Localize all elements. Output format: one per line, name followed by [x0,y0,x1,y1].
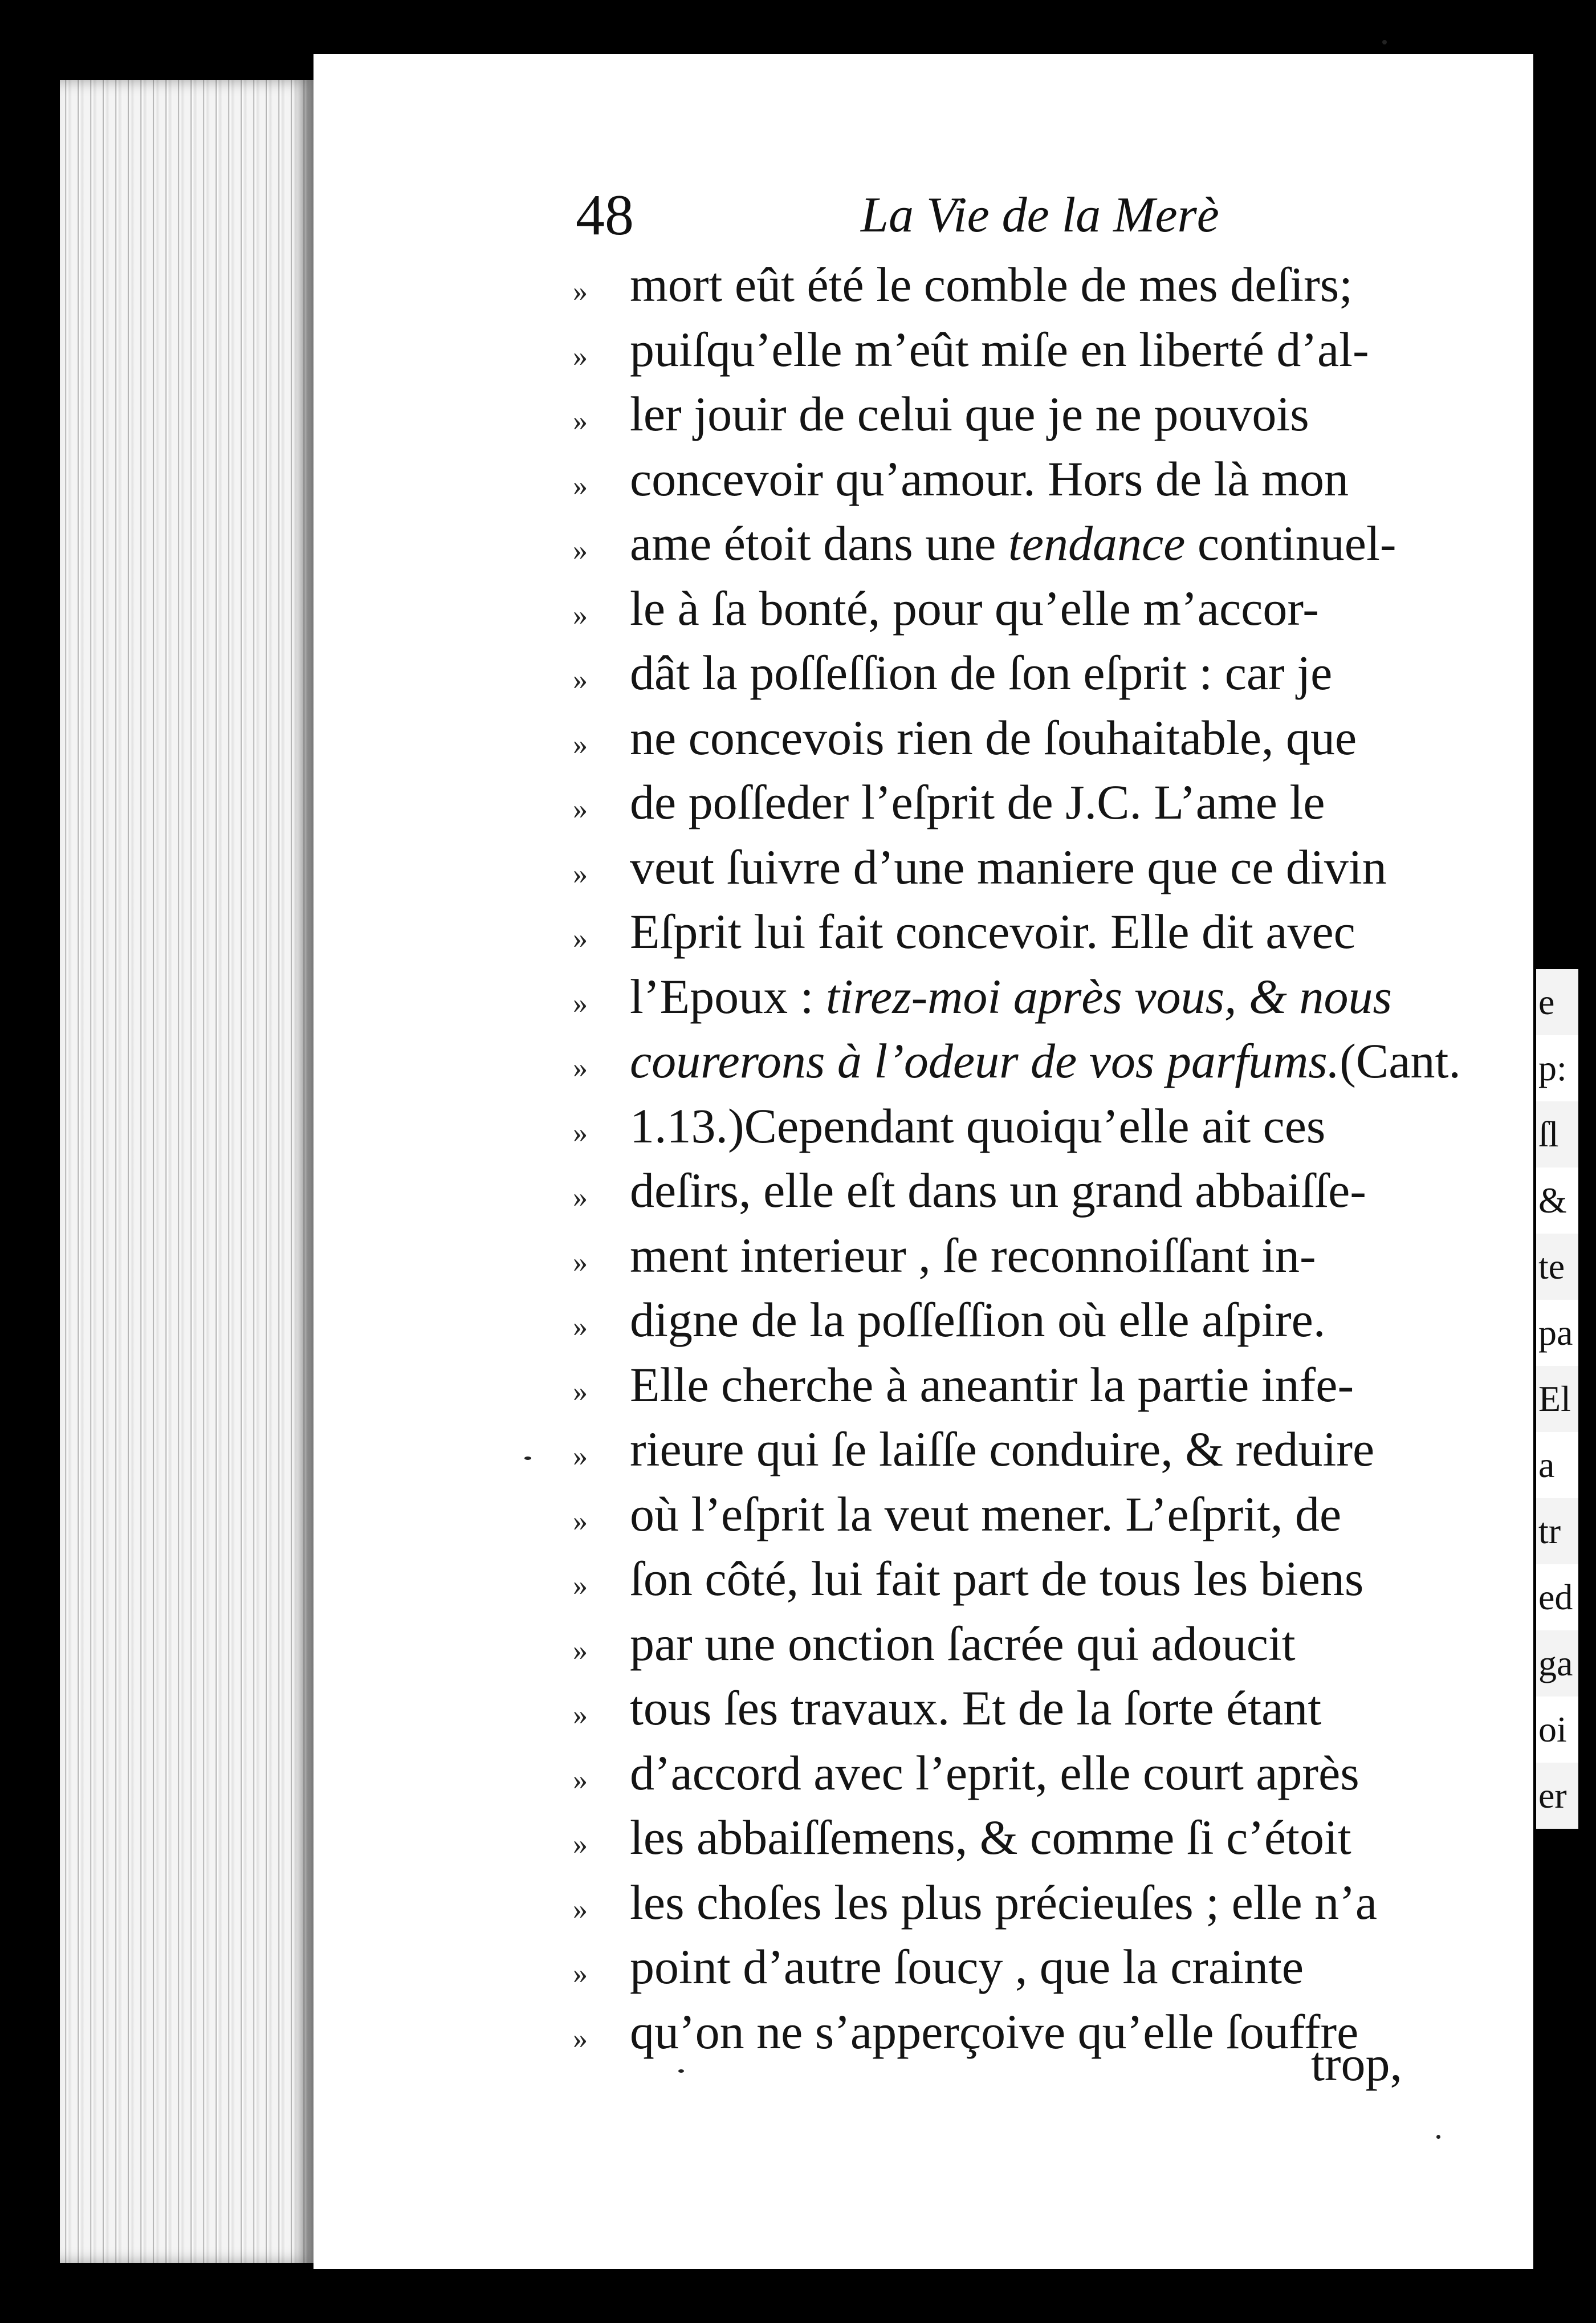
quotation-marker: » [573,1116,588,1149]
line-text [630,447,1530,512]
quotation-marker: » [573,1958,588,1990]
quotation-marker: » [573,1893,588,1926]
line-text [630,706,1530,771]
text-run: de poſſeder l’eſprit de J.C. L’ame le [630,775,1325,829]
text-line [573,1223,1530,1288]
line-text [630,1482,1530,1547]
book-page-edges [60,80,316,2263]
text-run: veut ſuivre d’une maniere que ce divin [630,839,1387,894]
facing-page-fragment: tr [1536,1498,1578,1564]
scan-speck [1382,40,1387,44]
scan-speck [524,1457,531,1460]
text-run: d’accord avec l’eprit, elle court après [630,1745,1359,1800]
text-run: continuel- [1185,516,1396,571]
line-text [630,641,1530,706]
quotation-marker: » [573,857,588,890]
text-line [573,641,1530,706]
text-run: (Cant. [1339,1034,1461,1088]
text-run: Eſprit lui fait concevoir. Elle dit avec [630,904,1355,959]
text-run: ame étoit dans une [630,516,1008,571]
line-text [630,835,1530,900]
quotation-marker: » [573,2022,588,2055]
text-run: Elle cherche à aneantir la partie infe- [630,1357,1354,1412]
text-line [573,382,1530,447]
text-line [573,770,1530,835]
line-text [630,511,1530,576]
running-title: La Vie de la Merè [861,188,1219,243]
text-line [573,1288,1530,1353]
text-line [573,706,1530,771]
text-line [573,1870,1530,1935]
quotation-marker: » [573,922,588,955]
facing-page-fragment: ſl [1536,1101,1578,1167]
quotation-marker: » [573,599,588,632]
line-text [630,1223,1530,1288]
text-run: point d’autre ſoucy , que la crainte [630,1939,1304,1994]
text-line [573,318,1530,383]
text-run: par une onction ſacrée qui adoucit [630,1616,1296,1671]
text-line [573,1741,1530,1806]
line-text [630,1805,1530,1870]
line-text [630,1676,1530,1741]
text-run: ſon côté, lui fait part de tous les biens [630,1551,1364,1606]
quotation-marker: » [573,340,588,373]
scan-speck [1436,2135,1440,2139]
line-text [630,382,1530,447]
text-line [573,511,1530,576]
facing-page-fragment: p: [1536,1035,1578,1101]
line-text [630,576,1530,641]
quotation-marker: » [573,534,588,567]
quotation-marker: » [573,1699,588,1731]
quotation-marker: » [573,728,588,761]
line-text [630,1935,1530,2000]
text-line [573,1547,1530,1612]
text-run: concevoir qu’amour. Hors de là mon [630,451,1349,506]
line-text [630,1547,1530,1612]
italic-text: courerons à l’odeur de vos parfums. [630,1034,1340,1088]
text-run: les choſes les plus précieuſes ; elle n’a [630,1874,1378,1930]
facing-page-fragment: oi [1536,1697,1578,1763]
catchword: trop, [1311,2036,1403,2091]
italic-text: tirez-moi après vous, & nous [825,969,1392,1024]
line-text [630,1417,1530,1482]
quotation-marker: » [573,1181,588,1214]
text-line [573,835,1530,900]
text-run: ler jouir de celui que je ne pouvois [630,387,1309,441]
text-line [573,1094,1530,1159]
line-text [630,1353,1530,1418]
line-text [630,1741,1530,1806]
quotation-marker: » [573,1504,588,1537]
text-line [573,1676,1530,1741]
text-run: deſirs, elle eſt dans un grand abbaiſſe- [630,1163,1366,1218]
quotation-marker: » [573,664,588,696]
text-line [573,576,1530,641]
page-number: 48 [576,183,634,247]
line-text [630,965,1530,1030]
line-text [630,770,1530,835]
binding-gutter [294,80,316,2263]
text-line [573,1612,1530,1677]
text-line [573,1805,1530,1870]
quotation-marker: » [573,1440,588,1472]
quotation-marker: » [573,1052,588,1084]
text-line [573,1935,1530,2000]
italic-text: tendance [1008,516,1186,571]
text-run: où l’eſprit la veut mener. L’eſprit, de [630,1486,1342,1541]
text-run: rieure qui ſe laiſſe conduire, & reduire [630,1422,1375,1476]
quotation-marker: » [573,1246,588,1279]
text-line [573,253,1530,318]
line-text [630,318,1530,383]
facing-page-fragment: a [1536,1432,1578,1498]
text-run: dât la poſſeſſion de ſon eſprit : car je [630,645,1333,700]
text-run: 1.13.)Cependant quoiqu’elle ait ces [630,1098,1326,1153]
body-text [573,253,1530,2064]
facing-page-strip [1536,969,1587,1881]
facing-page-fragment: er [1536,1763,1578,1829]
text-line [573,965,1530,1030]
facing-page-fragment: El [1536,1366,1578,1432]
facing-page-fragment: ed [1536,1564,1578,1630]
text-run: ne concevois rien de ſouhaitable, que [630,710,1357,765]
quotation-marker: » [573,1828,588,1861]
quotation-marker: » [573,987,588,1020]
text-line [573,1029,1530,1094]
line-text [630,1094,1530,1159]
facing-page-fragment: & [1536,1167,1578,1234]
text-run: mort eût été le comble de mes deſirs; [630,257,1353,312]
text-line [573,1353,1530,1418]
text-run: puiſqu’elle m’eût miſe en liberté d’al- [630,322,1369,377]
line-text [630,1870,1530,1935]
quotation-marker: » [573,1634,588,1667]
text-run: le à ſa bonté, pour qu’elle m’accor- [630,580,1319,636]
facing-page-fragment: pa [1536,1300,1578,1366]
quotation-marker: » [573,1375,588,1408]
text-line [573,1158,1530,1223]
facing-page-fragment: te [1536,1234,1578,1300]
line-text [630,253,1530,318]
text-run: tous ſes travaux. Et de la ſorte étant [630,1681,1322,1735]
text-run: ment interieur , ſe reconnoiſſant in- [630,1227,1316,1283]
quotation-marker: » [573,1569,588,1602]
line-text [630,1158,1530,1223]
text-line [573,900,1530,965]
quotation-marker: » [573,1311,588,1343]
text-line [573,1482,1530,1547]
facing-page-fragment: ga [1536,1630,1578,1697]
line-text [630,900,1530,965]
quotation-marker: » [573,405,588,437]
text-line [573,447,1530,512]
quotation-marker: » [573,275,588,308]
line-text [630,1029,1530,1094]
quotation-marker: » [573,793,588,825]
quotation-marker: » [573,469,588,502]
quotation-marker: » [573,1763,588,1796]
text-run: digne de la poſſeſſion où elle aſpire. [630,1292,1326,1347]
page-header [576,181,1317,250]
facing-page-fragment: e [1536,969,1578,1035]
scan-speck [678,2069,684,2073]
text-run: les abbaiſſemens, & comme ſi c’étoit [630,1810,1351,1865]
line-text [630,1288,1530,1353]
line-text [630,1612,1530,1677]
text-run: l’Epoux : [630,969,826,1024]
text-line [573,1417,1530,1482]
text-run: qu’on ne s’apperçoive qu’elle ſouffre [630,2004,1359,2059]
